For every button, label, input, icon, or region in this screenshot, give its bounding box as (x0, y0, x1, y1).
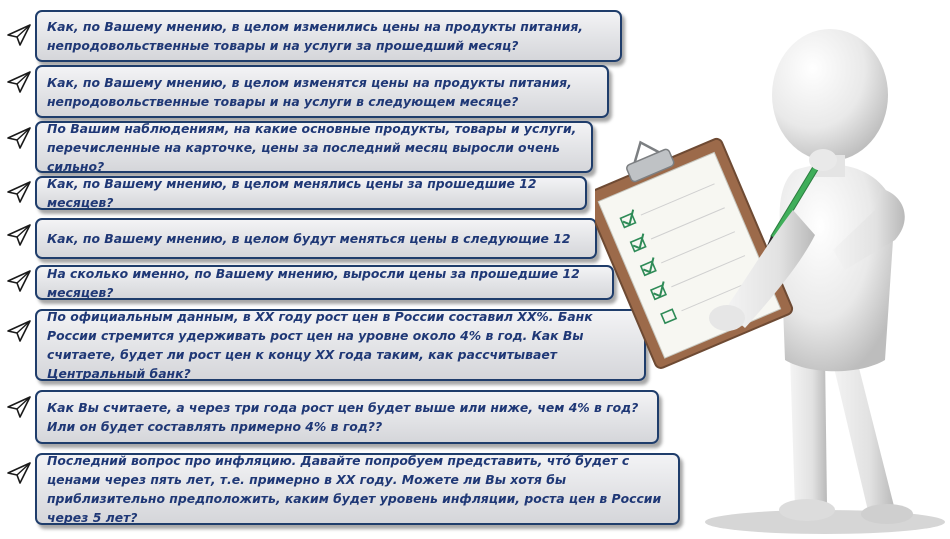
question-box (35, 265, 614, 300)
question-text: По официальным данным, в XX году рост цен в России составил XX%. Банк России стремится удерживать рост цен на уровне около 4% в год. Как Вы считаете, будет ли рост цен к концу XX года таким, как рассчитывает Центральный банк? (47, 309, 593, 381)
head (772, 29, 888, 161)
question-text: Как Вы считаете, а через три года рост цен будет выше или ниже, чем 4% в год? Или он будет составлять примерно 4% в год?? (47, 400, 639, 434)
holding-hand (709, 305, 745, 331)
send-arrow-icon (6, 269, 32, 293)
question-box (35, 10, 622, 62)
question-text: По Вашим наблюдениям, на какие основные продукты, товары и услуги, перечисленные на карточке, цены за последний месяц выросли очень сильно? (47, 120, 577, 174)
question-box (35, 65, 609, 118)
send-arrow-icon (6, 395, 32, 419)
question-text: Как, по Вашему мнению, в целом изменились цены на продукты питания, непродовольственные товары и на услуги за прошедший месяц? (47, 19, 584, 53)
question-box (35, 390, 659, 444)
question-text: Последний вопрос про инфляцию. Давайте попробуем представить, чтó будет с ценами через пять лет, т.е. примерно в XX году. Можете ли Вы хотя бы приблизительно предположить, каким будет уровень инфляции, роста цен в России через 5 лет? (47, 453, 662, 525)
back-foot (861, 504, 913, 524)
question-box (35, 218, 597, 259)
send-arrow-icon (6, 70, 32, 94)
back-leg (831, 355, 895, 515)
send-arrow-icon (6, 180, 32, 204)
send-arrow-icon (6, 223, 32, 247)
send-arrow-icon (6, 23, 32, 47)
question-box (35, 453, 680, 525)
question-text: Как, по Вашему мнению, в целом будут меняться цены в следующие 12 (47, 231, 571, 246)
send-arrow-icon (6, 126, 32, 150)
question-box (35, 309, 646, 381)
question-text: На сколько именно, по Вашему мнению, выросли цены за прошедшие 12 месяцев? (47, 265, 580, 300)
question-text: Как, по Вашему мнению, в целом менялись цены за прошедшие 12 месяцев? (47, 176, 537, 210)
front-foot (779, 499, 835, 521)
front-leg (790, 355, 827, 508)
clipboard (595, 113, 794, 370)
question-box (35, 121, 593, 173)
pen-hand (809, 149, 837, 171)
question-text: Как, по Вашему мнению, в целом изменятся цены на продукты питания, непродовольственные товары и на услуги в следующем месяце? (47, 74, 572, 109)
question-box (35, 176, 587, 210)
person-with-clipboard-illustration (595, 10, 950, 539)
send-arrow-icon (6, 461, 32, 485)
send-arrow-icon (6, 319, 32, 343)
